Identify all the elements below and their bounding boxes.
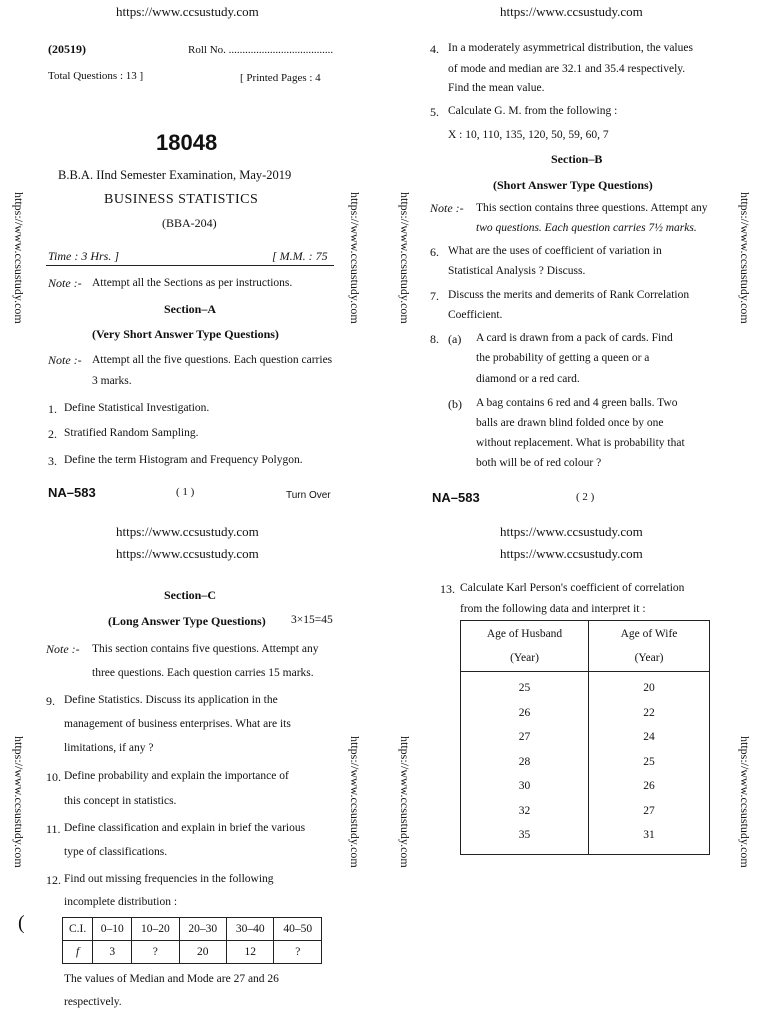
q2-number: 2. — [48, 427, 57, 441]
q4-line-1: In a moderately asymmetrical distribution, the values — [448, 42, 693, 54]
section-a-note-label: Note :- — [48, 353, 82, 367]
paper-number: 18048 — [156, 130, 218, 155]
section-c-subtitle: (Long Answer Type Questions) — [108, 614, 266, 628]
q4-line-3: Find the mean value. — [448, 82, 545, 94]
section-c-title: Section–C — [164, 588, 216, 602]
table-cell: 0–10 — [93, 918, 132, 941]
table-cell: 25 — [518, 682, 531, 694]
husband-ages-column — [461, 672, 589, 855]
table-cell: 32 — [518, 804, 531, 817]
q3-text: Define the term Histogram and Frequency Polygon. — [64, 454, 303, 466]
q7-number: 7. — [430, 289, 439, 303]
q8b-line-4: both will be of red colour ? — [476, 457, 602, 469]
q10-line-1: Define probability and explain the importance of — [64, 770, 289, 782]
q8b-line-2: balls are drawn blind folded once by one — [476, 417, 664, 429]
q8b-line-1: A bag contains 6 red and 4 green balls. Two — [476, 397, 678, 409]
section-a-note-line-1: Attempt all the five questions. Each question carries — [92, 354, 333, 366]
q10-line-2: this concept in statistics. — [64, 795, 177, 807]
q4-line-2: of mode and median are 32.1 and 35.4 respectively. — [448, 63, 686, 75]
scan-mark-parenthesis: ( — [18, 912, 25, 934]
q7-line-2: Coefficient. — [448, 309, 503, 321]
q9-line-2: management of business enterprises. What are its — [64, 718, 291, 730]
table-cell: 27 — [643, 804, 655, 817]
watermark-side-3: https://www.ccsustudy.com — [398, 192, 412, 324]
table-cell: 35 — [518, 829, 531, 841]
header-age-of-wife — [589, 621, 710, 672]
table-cell: 12 — [227, 941, 274, 964]
table-cell: 40–50 — [274, 918, 322, 941]
watermark-url-mid-right-2: https://www.ccsustudy.com — [500, 546, 643, 561]
section-c-note-line-2: three questions. Each question carries 15 marks. — [92, 667, 314, 679]
q6-line-2: Statistical Analysis ? Discuss. — [448, 265, 586, 277]
watermark-side-7: https://www.ccsustudy.com — [398, 736, 412, 868]
q5-data: X : 10, 110, 135, 120, 50, 59, 60, 7 — [448, 129, 609, 141]
section-c-note-line-1: This section contains five questions. Attempt any — [92, 643, 319, 655]
correlation-table-body-row — [461, 672, 710, 855]
section-b-subtitle: (Short Answer Type Questions) — [493, 178, 653, 192]
q11-number: 11. — [46, 822, 61, 836]
table-cell: 22 — [643, 706, 655, 719]
header-age-of-wife-line-2: (Year) — [634, 652, 664, 664]
footer-page-number-2: ( 2 ) — [576, 491, 595, 503]
q11-line-2: type of classifications. — [64, 846, 168, 858]
q12-after-line-2: respectively. — [64, 996, 122, 1008]
table-cell: 3 — [93, 941, 132, 964]
table-cell: 28 — [518, 755, 531, 768]
q8a-line-3: diamond or a red card. — [476, 373, 580, 385]
table-cell: 31 — [643, 829, 655, 841]
q13-line-1: Calculate Karl Person's coefficient of correlation — [460, 582, 685, 594]
watermark-url-top-right: https://www.ccsustudy.com — [500, 4, 643, 19]
watermark-side-1: https://www.ccsustudy.com — [12, 192, 26, 324]
q8b-line-3: without replacement. What is probability that — [476, 437, 685, 449]
watermark-url-top-left: https://www.ccsustudy.com — [116, 4, 259, 19]
frequency-table-row — [63, 941, 322, 964]
section-a-title: Section–A — [164, 302, 216, 316]
table-cell: 24 — [643, 731, 655, 743]
table-cell: ? — [132, 941, 179, 964]
table-cell: C.I. — [63, 918, 93, 941]
header-age-of-husband-line-1: Age of Husband — [486, 628, 563, 640]
q8a-line-2: the probability of getting a queen or a — [476, 352, 650, 364]
max-marks: [ M.M. : 75 — [272, 249, 328, 263]
q12-number: 12. — [46, 873, 61, 887]
section-c-note-label: Note :- — [46, 642, 80, 656]
q4-number: 4. — [430, 42, 439, 56]
wife-ages-column — [589, 672, 710, 855]
roll-number: Roll No. ...................................... — [188, 44, 334, 56]
q11-line-1: Define classification and explain in brief the various — [64, 822, 306, 834]
table-cell: 26 — [518, 706, 531, 719]
table-cell: 30–40 — [227, 918, 274, 941]
header-age-of-husband — [461, 621, 589, 672]
header-age-of-wife-line-1: Age of Wife — [620, 628, 678, 640]
correlation-table — [460, 620, 710, 855]
watermark-url-mid-left-2: https://www.ccsustudy.com — [116, 546, 259, 561]
section-c-marks: 3×15=45 — [291, 614, 333, 626]
section-a-subtitle: (Very Short Answer Type Questions) — [92, 327, 279, 341]
header-age-of-husband-line-2: (Year) — [510, 652, 539, 664]
paper-code: (20519) — [48, 42, 86, 56]
frequency-table-header-row — [63, 918, 322, 941]
q9-line-1: Define Statistics. Discuss its application in the — [64, 694, 278, 706]
table-cell: 27 — [518, 731, 531, 743]
q12-line-2: incomplete distribution : — [64, 896, 178, 908]
note-label: Note :- — [48, 276, 82, 290]
time-allowed: Time : 3 Hrs. ] — [48, 249, 120, 263]
watermark-url-mid-left-1: https://www.ccsustudy.com — [116, 524, 259, 539]
watermark-side-6: https://www.ccsustudy.com — [348, 736, 362, 868]
q8b-label: (b) — [448, 397, 462, 411]
printed-pages: [ Printed Pages : 4 — [240, 72, 321, 84]
section-b-note-line-2: two questions. Each question carries 7½ marks. — [476, 222, 697, 234]
total-questions: Total Questions : 13 ] — [48, 70, 144, 82]
q5-number: 5. — [430, 105, 439, 119]
watermark-side-8: https://www.ccsustudy.com — [738, 736, 752, 868]
table-cell: 26 — [643, 780, 655, 792]
q12-line-1: Find out missing frequencies in the following — [64, 873, 274, 885]
watermark-side-5: https://www.ccsustudy.com — [12, 736, 26, 868]
footer-code-page-2: NA–583 — [432, 490, 480, 505]
table-cell: 20–30 — [179, 918, 226, 941]
subject-title: BUSINESS STATISTICS — [104, 192, 259, 207]
subject-code: (BBA-204) — [162, 216, 217, 230]
q10-number: 10. — [46, 770, 61, 784]
q2-text: Stratified Random Sampling. — [64, 427, 199, 439]
table-cell: 20 — [179, 941, 226, 964]
q13-line-2: from the following data and interpret it : — [460, 603, 646, 615]
table-cell: 20 — [643, 682, 655, 694]
header-divider — [46, 265, 334, 266]
q6-line-1: What are the uses of coefficient of variation in — [448, 245, 662, 257]
watermark-side-4: https://www.ccsustudy.com — [738, 192, 752, 324]
q6-number: 6. — [430, 245, 439, 259]
exam-title: B.B.A. IInd Semester Examination, May-2019 — [58, 168, 292, 182]
section-b-title: Section–B — [551, 152, 603, 166]
q5-text: Calculate G. M. from the following : — [448, 105, 618, 117]
turn-over: Turn Over — [286, 490, 331, 501]
q9-line-3: limitations, if any ? — [64, 742, 154, 754]
correlation-table-header-row — [461, 621, 710, 672]
table-cell: ? — [274, 941, 322, 964]
note-text: Attempt all the Sections as per instructions. — [92, 277, 293, 289]
footer-page-number-1: ( 1 ) — [176, 486, 195, 498]
q1-number: 1. — [48, 402, 57, 416]
q13-number: 13. — [440, 582, 455, 596]
table-cell: f — [63, 941, 93, 964]
q9-number: 9. — [46, 694, 55, 708]
q3-number: 3. — [48, 454, 57, 468]
watermark-url-mid-right-1: https://www.ccsustudy.com — [500, 524, 643, 539]
table-cell: 10–20 — [132, 918, 179, 941]
table-cell: 25 — [643, 755, 655, 768]
section-a-note-line-2: 3 marks. — [92, 375, 132, 387]
q7-line-1: Discuss the merits and demerits of Rank Correlation — [448, 289, 690, 301]
watermark-side-2: https://www.ccsustudy.com — [348, 192, 362, 324]
q8a-label: (a) — [448, 332, 462, 346]
footer-code-page-1: NA–583 — [48, 485, 96, 500]
section-b-note-label: Note :- — [430, 201, 464, 215]
section-b-note-line-1: This section contains three questions. Attempt any — [476, 202, 708, 214]
q12-after-line-1: The values of Median and Mode are 27 and 26 — [64, 973, 279, 985]
q1-text: Define Statistical Investigation. — [64, 402, 210, 414]
q8a-line-1: A card is drawn from a pack of cards. Find — [476, 332, 673, 344]
table-cell: 30 — [518, 780, 531, 792]
q8-number: 8. — [430, 332, 439, 346]
frequency-table — [62, 917, 322, 964]
